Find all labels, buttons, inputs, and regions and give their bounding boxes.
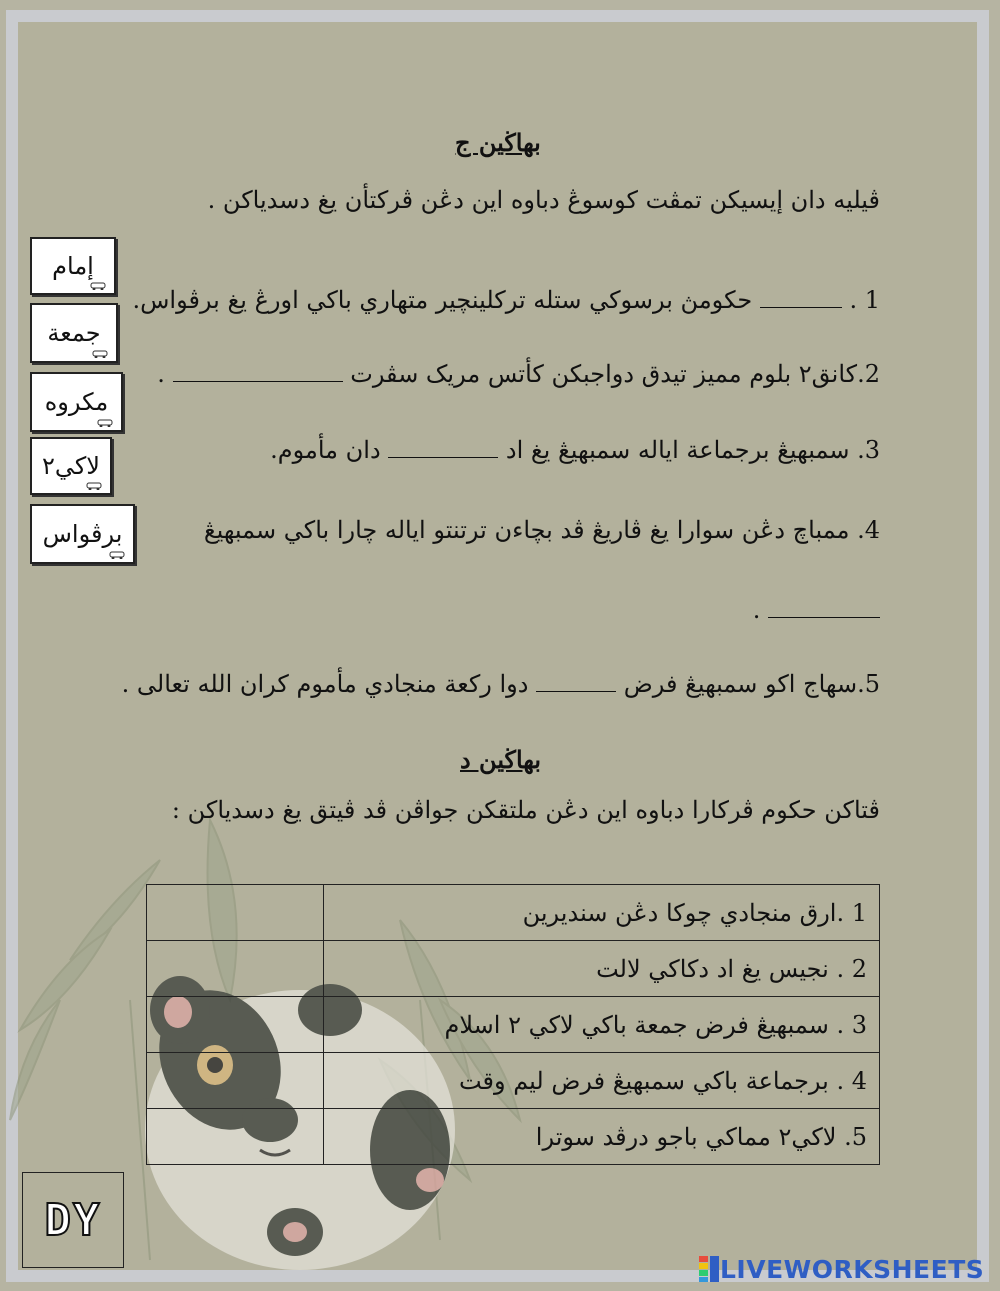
question-3: [270, 436, 880, 464]
table-cell-statement: 5. لاکي٢ مماکي باجو درڤد سوترا: [324, 1109, 880, 1165]
section-c-instruction: ڤيليه دان إيسيکن تمڤت کوسوڠ دباوه اين دڠن ڤرکتأن يغ دسدياکن .: [207, 186, 880, 214]
word-chip-label: مکروه: [44, 388, 109, 416]
question-4-text: 4. ممباچ دڠن سوارا يغ ڤاريڠ ڤد بچاءن ترتنتو اياله چارا باکي سمبهيڠ: [203, 516, 880, 544]
word-chip-makruh[interactable]: [30, 372, 123, 432]
question-2: [157, 360, 880, 388]
table-row: [147, 885, 880, 941]
table-row: [147, 997, 880, 1053]
drag-icon: [109, 549, 125, 559]
word-chip-label: لاکي٢: [41, 452, 100, 480]
table-cell-statement: 4 . برجماعة باکي سمبهيڠ فرض ليم وقت: [324, 1053, 880, 1109]
answer-blank-2[interactable]: [173, 363, 343, 382]
answer-drop-cell-5[interactable]: [147, 1109, 324, 1165]
ruling-table: [146, 884, 880, 1165]
answer-blank-5[interactable]: [536, 673, 616, 692]
liveworksheets-logo: [698, 1254, 984, 1284]
section-d-instruction: ڤتاکن حکوم ڤرکارا دباوه اين دڠن ملتقکن جواڤن ڤد ڤيتق يغ دسدياکن :: [171, 796, 880, 824]
table-cell-statement: 1 .ارق منجادي چوکا دڠن سنديرين: [324, 885, 880, 941]
table-row: [147, 941, 880, 997]
answer-blank-4[interactable]: [768, 599, 880, 618]
answer-drop-cell-3[interactable]: [147, 997, 324, 1053]
word-chip-berpuasa[interactable]: [30, 504, 135, 564]
question-1-text: حکومڽ برسوکي ستله ترکلينچير متهاري باکي اورڠ يغ برڤواس.: [132, 286, 753, 314]
word-chip-jumaat[interactable]: [30, 303, 118, 363]
question-1: [132, 286, 880, 314]
question-5: [122, 670, 880, 698]
word-chip-label: برڤواس: [42, 520, 123, 548]
word-chip-imam[interactable]: [30, 237, 116, 295]
answer-drop-cell-1[interactable]: [147, 885, 324, 941]
answer-drop-cell-2[interactable]: [147, 941, 324, 997]
answer-blank-3[interactable]: [388, 439, 498, 458]
section-c-heading: بهاڬين ج: [455, 128, 541, 157]
question-2-end: .: [157, 360, 165, 388]
word-chip-label: إمام: [52, 252, 94, 280]
author-badge: DY: [22, 1172, 124, 1268]
question-3-end: دان مأموم.: [270, 436, 381, 464]
question-5-text: 5.سهاج اکو سمبهيڠ فرض: [623, 670, 880, 698]
answer-drop-cell-4[interactable]: [147, 1053, 324, 1109]
table-cell-statement: 2 . نجيس يغ اد دکاکي لالت: [324, 941, 880, 997]
question-4: [204, 516, 880, 544]
question-1-number: 1 .: [849, 286, 880, 314]
drag-icon: [86, 480, 102, 490]
question-2-text: 2.کانق٢ بلوم مميز تيدق دواجبکن کأتس مريک سڤرت: [350, 360, 880, 388]
question-4-end: .: [752, 596, 761, 624]
section-d-heading: بهاڬين د: [460, 745, 542, 774]
word-chip-label: جمعة: [47, 319, 101, 347]
question-4-continued: [753, 596, 880, 624]
word-chip-lelaki[interactable]: [30, 437, 112, 495]
liveworksheets-icon: [698, 1255, 720, 1283]
table-cell-statement: 3 . سمبهيڠ فرض جمعة باکي لاکي ٢ اسلام: [324, 997, 880, 1053]
answer-blank-1[interactable]: [760, 289, 842, 308]
table-row: [147, 1109, 880, 1165]
table-row: [147, 1053, 880, 1109]
drag-icon: [92, 348, 108, 358]
drag-icon: [90, 280, 106, 290]
question-3-text: 3. سمبهيڠ برجماعة اياله سمبهيڠ يغ اد: [505, 436, 880, 464]
liveworksheets-wordmark: LIVEWORKSHEETS: [720, 1254, 985, 1284]
drag-icon: [97, 417, 113, 427]
question-5-end: دوا رکعة منجادي مأموم کران الله تعالى .: [121, 670, 529, 698]
